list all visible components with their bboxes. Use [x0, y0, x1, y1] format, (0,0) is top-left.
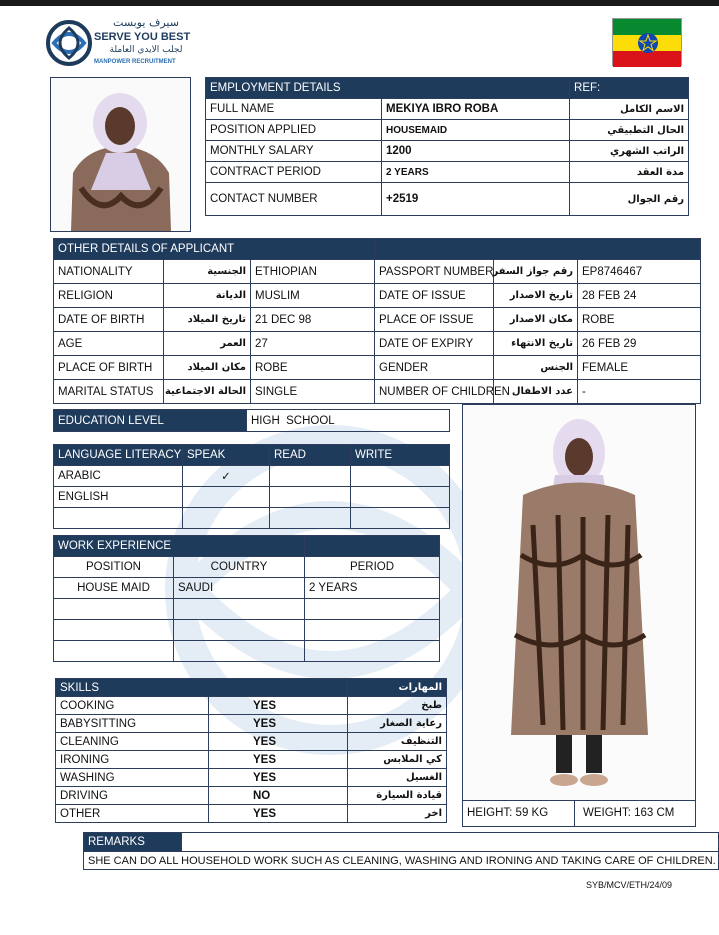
logo-arabic-name: سيرف يوبست: [113, 16, 179, 29]
age-label: AGE: [54, 332, 164, 356]
ethiopia-flag: [612, 18, 682, 66]
work-period-4: [305, 641, 440, 662]
skill-washing: WASHING: [56, 769, 209, 787]
work-position-3: [54, 620, 174, 641]
ref-label: REF:: [570, 78, 689, 99]
nationality-arabic: الجنسية: [164, 260, 251, 284]
place-of-birth-arabic: مكان الميلاد: [164, 356, 251, 380]
skill-cooking-arabic: طبخ: [348, 697, 447, 715]
other-details-table: [53, 238, 701, 404]
document-reference: SYB/MCV/ETH/24/09: [586, 880, 673, 890]
skills-table: [55, 678, 447, 823]
write-header: WRITE: [351, 445, 450, 466]
logo-english-name: SERVE YOU BEST: [94, 31, 191, 43]
number-of-children-label: NUMBER OF CHILDREN: [375, 380, 494, 404]
logo-arabic-tagline: لجلب الايدي العاملة: [109, 45, 183, 55]
remarks-label: REMARKS: [84, 833, 182, 852]
work-country-4: [174, 641, 305, 662]
work-country-1: SAUDI: [174, 578, 305, 599]
remarks-text: SHE CAN DO ALL HOUSEHOLD WORK SUCH AS CLEANING, WASHING AND IRONING AND TAKING CARE OF CHILDREN.: [84, 852, 719, 870]
top-border: [0, 0, 719, 6]
language-english: ENGLISH: [54, 487, 183, 508]
work-period-1: 2 YEARS: [305, 578, 440, 599]
education-table: [53, 409, 450, 432]
work-country-2: [174, 599, 305, 620]
language-arabic: ARABIC: [54, 466, 183, 487]
contract-period-label: CONTRACT PERIOD: [206, 162, 382, 183]
date-of-birth-value: 21 DEC 98: [251, 308, 375, 332]
work-country-3: [174, 620, 305, 641]
skill-babysitting: BABYSITTING: [56, 715, 209, 733]
education-value: HIGH SCHOOL: [247, 410, 450, 432]
position-applied-value: HOUSEMAID: [382, 120, 570, 141]
date-of-issue-arabic: تاريخ الاصدار: [494, 284, 578, 308]
body-measurements-row: [463, 800, 695, 827]
empty-write-cell: [351, 508, 450, 529]
monthly-salary-arabic: الراتب الشهري: [570, 141, 689, 162]
position-applied-arabic: الحال التطبيقي: [570, 120, 689, 141]
marital-status-label: MARITAL STATUS: [54, 380, 164, 404]
skill-driving-value: NO: [209, 787, 348, 805]
arabic-write-cell: [351, 466, 450, 487]
weight-value: WEIGHT: 163 CM: [583, 807, 675, 819]
applicant-portrait-photo: [50, 77, 191, 232]
applicant-full-body-photo: [462, 404, 696, 827]
empty-read-cell: [270, 508, 351, 529]
work-position-4: [54, 641, 174, 662]
language-table: [53, 444, 450, 529]
full-name-value: MEKIYA IBRO ROBA: [382, 99, 570, 120]
full-body-image: [463, 405, 695, 800]
work-experience-table: [53, 535, 440, 662]
date-of-expiry-value: 26 FEB 29: [578, 332, 701, 356]
work-experience-header: WORK EXPERIENCE: [54, 536, 305, 557]
skill-ironing-value: YES: [209, 751, 348, 769]
passport-number-arabic: رقم جواز السفر: [494, 260, 578, 284]
skill-washing-arabic: الغسيل: [348, 769, 447, 787]
skills-header: SKILLS: [56, 679, 348, 697]
country-column-header: COUNTRY: [174, 557, 305, 578]
date-of-birth-label: DATE OF BIRTH: [54, 308, 164, 332]
number-of-children-value: -: [578, 380, 701, 404]
skill-cooking-value: YES: [209, 697, 348, 715]
skill-ironing: IRONING: [56, 751, 209, 769]
place-of-birth-value: ROBE: [251, 356, 375, 380]
remarks-table: [83, 832, 719, 870]
contact-number-arabic: رقم الجوال: [570, 183, 689, 216]
religion-value: MUSLIM: [251, 284, 375, 308]
english-speak-cell: [183, 487, 270, 508]
gender-arabic: الجنس: [494, 356, 578, 380]
monthly-salary-label: MONTHLY SALARY: [206, 141, 382, 162]
full-name-arabic: الاسم الكامل: [570, 99, 689, 120]
english-write-cell: [351, 487, 450, 508]
portrait-image: [51, 78, 190, 231]
skill-driving-arabic: قيادة السيارة: [348, 787, 447, 805]
number-of-children-arabic: عدد الاطفال: [494, 380, 578, 404]
skills-header-arabic: المهارات: [348, 679, 447, 697]
contact-number-label: CONTACT NUMBER: [206, 183, 382, 216]
empty-speak-cell: [183, 508, 270, 529]
skill-other-arabic: اخر: [348, 805, 447, 823]
age-arabic: العمر: [164, 332, 251, 356]
religion-label: RELIGION: [54, 284, 164, 308]
gender-label: GENDER: [375, 356, 494, 380]
full-name-label: FULL NAME: [206, 99, 382, 120]
flag-emblem-icon: [637, 32, 659, 54]
skill-babysitting-value: YES: [209, 715, 348, 733]
date-of-expiry-arabic: تاريخ الانتهاء: [494, 332, 578, 356]
nationality-label: NATIONALITY: [54, 260, 164, 284]
skill-cleaning: CLEANING: [56, 733, 209, 751]
place-of-issue-arabic: مكان الاصدار: [494, 308, 578, 332]
marital-status-arabic: الحالة الاجتماعية: [164, 380, 251, 404]
period-column-header: PERIOD: [305, 557, 440, 578]
marital-status-value: SINGLE: [251, 380, 375, 404]
skill-cooking: COOKING: [56, 697, 209, 715]
read-header: READ: [270, 445, 351, 466]
place-of-birth-label: PLACE OF BIRTH: [54, 356, 164, 380]
passport-number-label: PASSPORT NUMBER: [375, 260, 494, 284]
contract-period-value: 2 YEARS: [382, 162, 570, 183]
other-details-header-blank: [375, 239, 701, 260]
language-empty: [54, 508, 183, 529]
contact-number-value: +2519: [382, 183, 570, 216]
english-read-cell: [270, 487, 351, 508]
work-position-2: [54, 599, 174, 620]
language-header: LANGUAGE LITERACY: [54, 445, 183, 466]
skill-other-value: YES: [209, 805, 348, 823]
nationality-value: ETHIOPIAN: [251, 260, 375, 284]
monthly-salary-value: 1200: [382, 141, 570, 162]
logo-english-tagline: MANPOWER RECRUITMENT: [94, 59, 176, 65]
gender-value: FEMALE: [578, 356, 701, 380]
age-value: 27: [251, 332, 375, 356]
logo-emblem-icon: [46, 20, 92, 66]
skill-washing-value: YES: [209, 769, 348, 787]
date-of-issue-value: 28 FEB 24: [578, 284, 701, 308]
work-period-3: [305, 620, 440, 641]
skill-driving: DRIVING: [56, 787, 209, 805]
date-of-expiry-label: DATE OF EXPIRY: [375, 332, 494, 356]
position-applied-label: POSITION APPLIED: [206, 120, 382, 141]
contract-period-arabic: مدة العقد: [570, 162, 689, 183]
skill-cleaning-arabic: التنظيف: [348, 733, 447, 751]
remarks-header-blank: [182, 833, 719, 852]
skill-cleaning-value: YES: [209, 733, 348, 751]
employment-details-table: [205, 77, 689, 216]
work-header-blank: [305, 536, 440, 557]
passport-number-value: EP8746467: [578, 260, 701, 284]
arabic-read-cell: [270, 466, 351, 487]
date-of-birth-arabic: تاريخ الميلاد: [164, 308, 251, 332]
arabic-speak-check: ✓: [183, 466, 270, 487]
employment-header: EMPLOYMENT DETAILS: [206, 78, 570, 99]
other-details-header: OTHER DETAILS OF APPLICANT: [54, 239, 375, 260]
speak-header: SPEAK: [183, 445, 270, 466]
education-label: EDUCATION LEVEL: [54, 410, 247, 432]
skill-other: OTHER: [56, 805, 209, 823]
skill-babysitting-arabic: رعاية الصغار: [348, 715, 447, 733]
skill-ironing-arabic: كي الملابس: [348, 751, 447, 769]
place-of-issue-value: ROBE: [578, 308, 701, 332]
height-value: HEIGHT: 59 KG: [463, 801, 575, 827]
work-position-1: HOUSE MAID: [54, 578, 174, 599]
date-of-issue-label: DATE OF ISSUE: [375, 284, 494, 308]
work-period-2: [305, 599, 440, 620]
religion-arabic: الديانة: [164, 284, 251, 308]
position-column-header: POSITION: [54, 557, 174, 578]
place-of-issue-label: PLACE OF ISSUE: [375, 308, 494, 332]
company-logo: [44, 18, 194, 72]
